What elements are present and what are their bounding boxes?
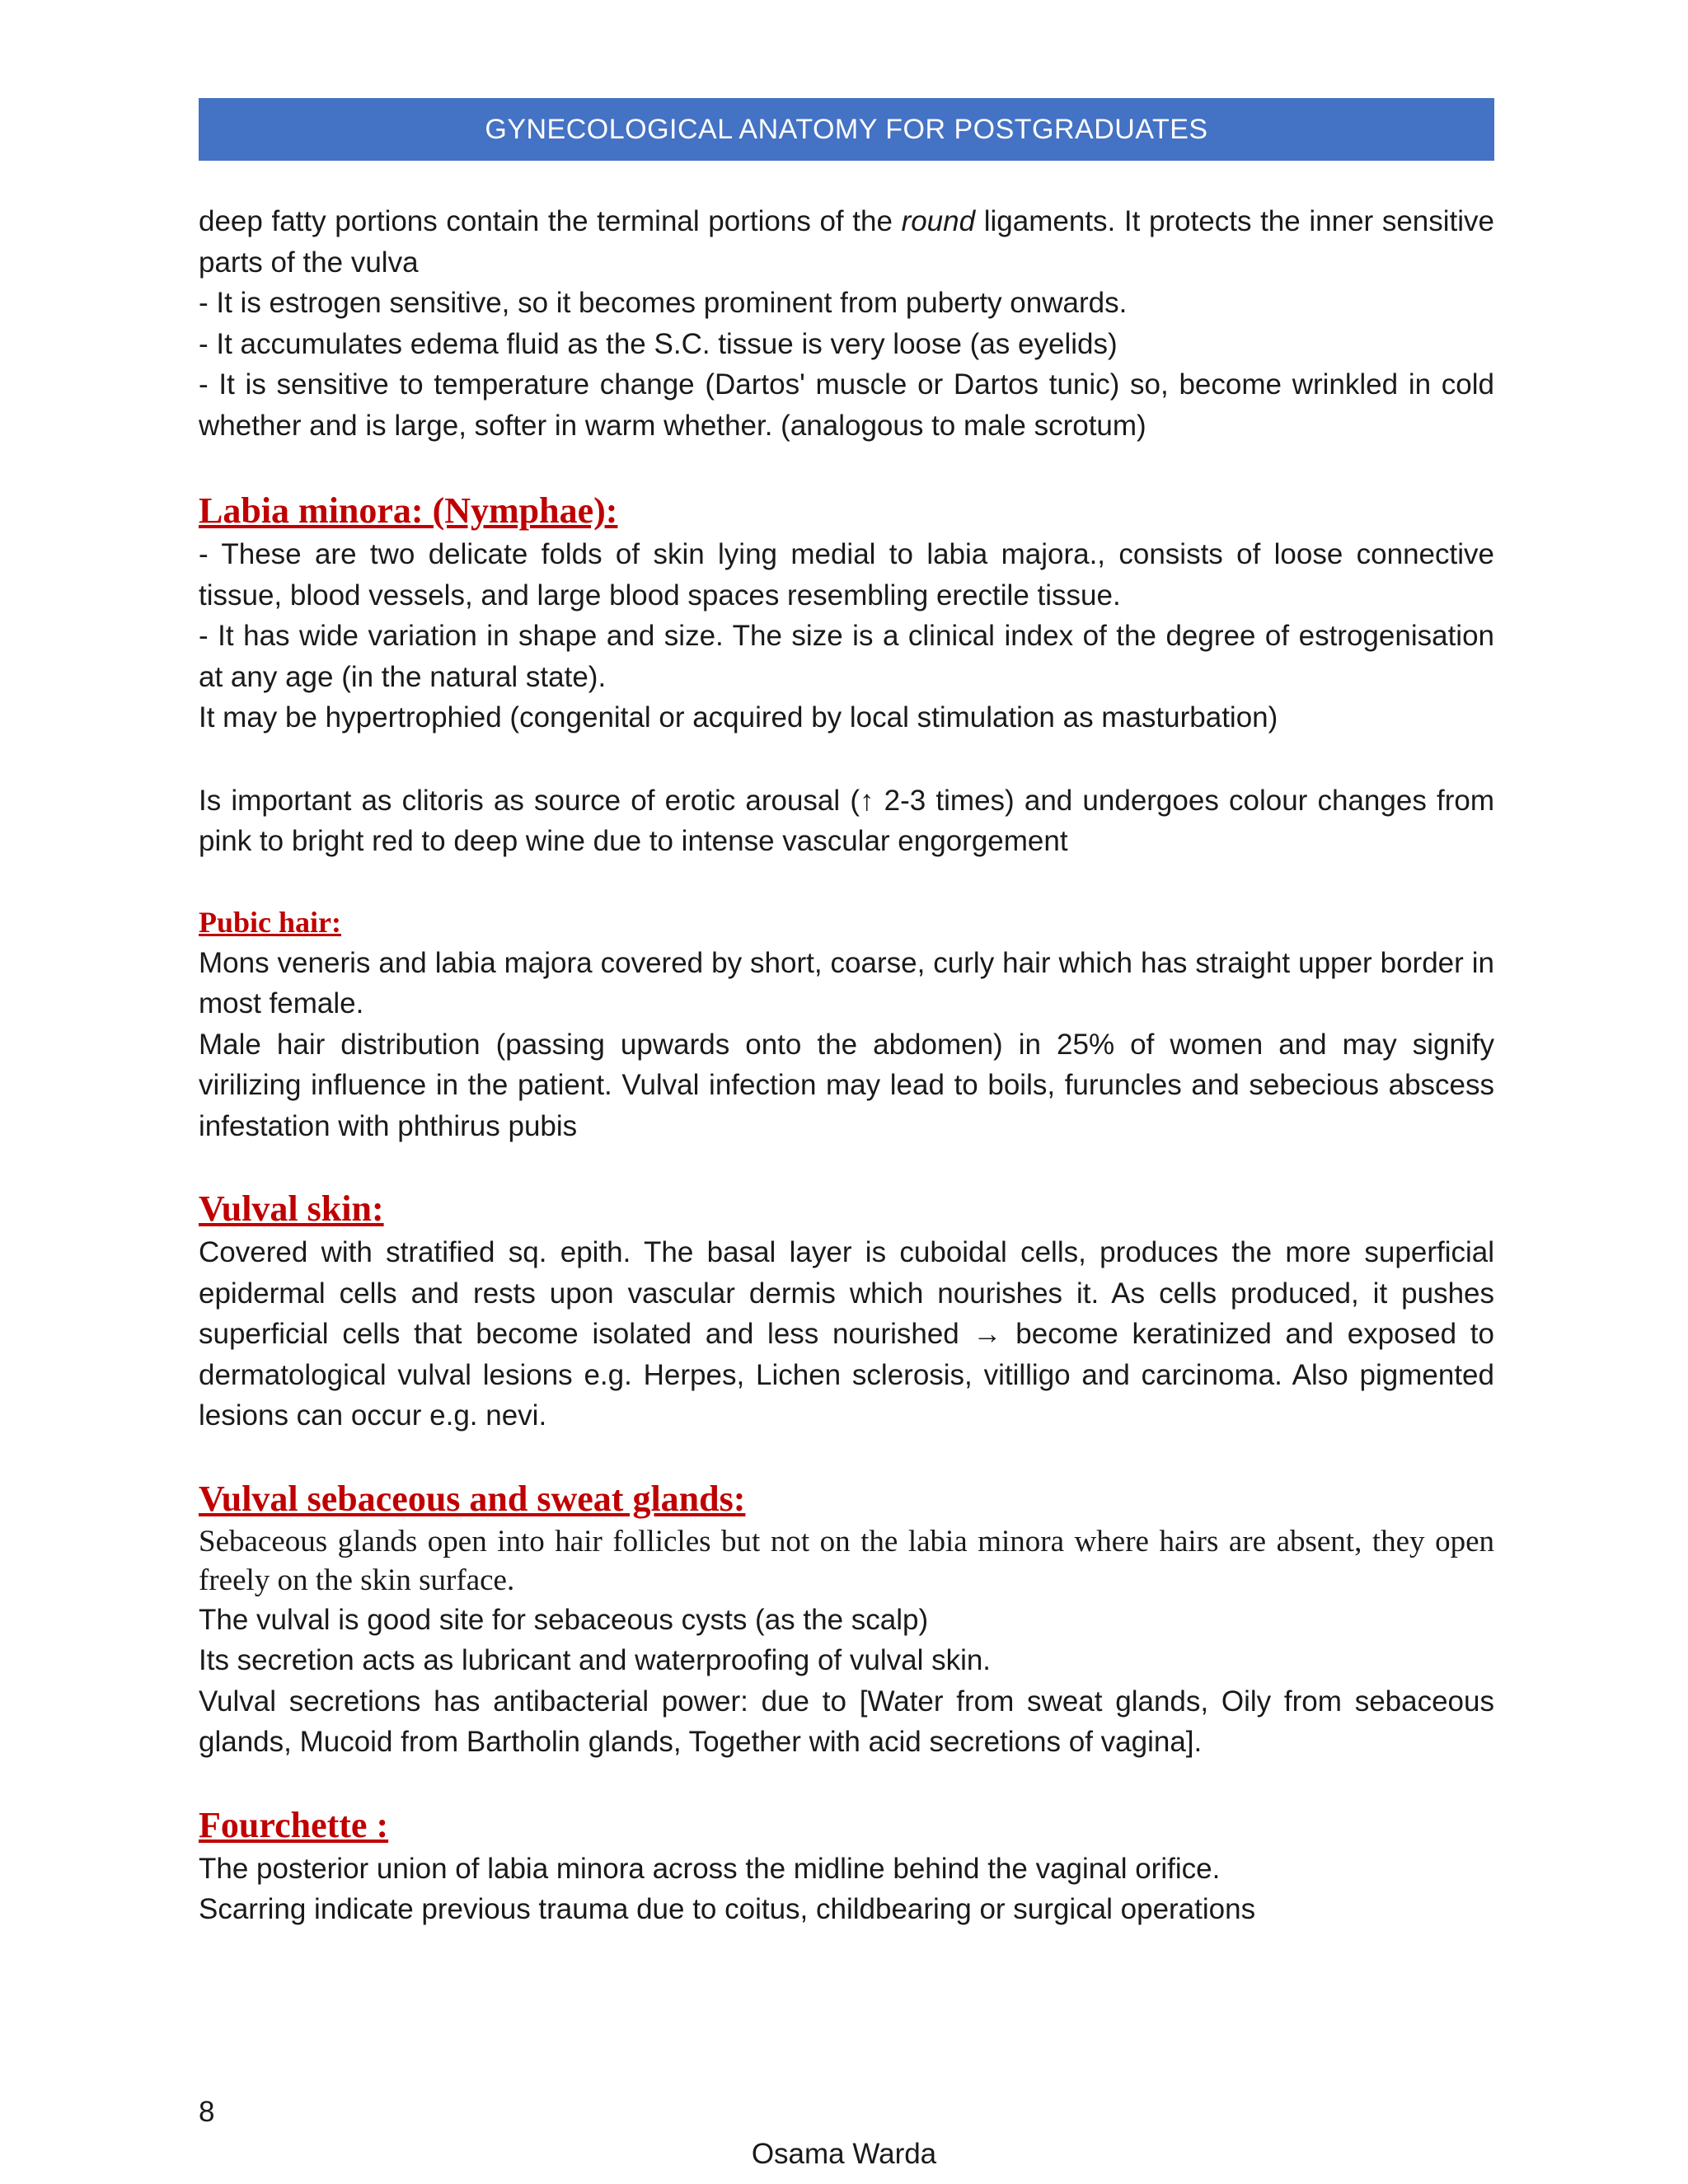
- footer-author: Osama Warda: [751, 2138, 937, 2170]
- fourchette-paragraph-2: Scarring indicate previous trauma due to coitus, childbearing or surgical operations: [199, 1893, 1256, 1925]
- intro-paragraph-3: - It accumulates edema fluid as the S.C. tissue is very loose (as eyelids): [199, 327, 1118, 360]
- pubic-hair-paragraph-1: Mons veneris and labia majora covered by short, coarse, curly hair which has straight upper border in most female.: [199, 946, 1494, 1019]
- glands-paragraph-1: Sebaceous glands open into hair follicles but not on the labia minora where hairs are absent, they open freely on the skin surface.: [199, 1524, 1494, 1597]
- vulval-skin-paragraph-1: Covered with stratified sq. epith. The basal layer is cuboidal cells, produces the more superficial epidermal cells and rests upon vascular dermis which nourishes it. As cells produced, it pushes superficial cells that become isolated and less nourished → become keratinized and exposed to dermatological vulval lesions e.g. Herpes, Lichen sclerosis, vitilligo and carcinoma. Also pigmented lesions can occur e.g. nevi.: [199, 1236, 1494, 1432]
- pubic-hair-paragraph-2: Male hair distribution (passing upwards onto the abdomen) in 25% of women and may signify virilizing influence in the patient. Vulval infection may lead to boils, furuncles and sebecious abscess infestation with phthirus pubis: [199, 1028, 1494, 1142]
- fourchette-paragraph-1: The posterior union of labia minora across the midline behind the vaginal orifice.: [199, 1852, 1221, 1885]
- labia-minora-heading: Labia minora: (Nymphae):: [199, 490, 618, 531]
- page-content: [199, 201, 1494, 1930]
- round-emphasis: round: [901, 205, 976, 237]
- labia-minora-paragraph-3: It may be hypertrophied (congenital or acquired by local stimulation as masturbation): [199, 701, 1278, 733]
- glands-paragraph-2: The vulval is good site for sebaceous cysts (as the scalp): [199, 1603, 929, 1636]
- page-header-bar: [199, 98, 1494, 161]
- glands-paragraph-3: Its secretion acts as lubricant and waterproofing of vulval skin.: [199, 1644, 992, 1676]
- vulval-skin-heading: Vulval skin:: [199, 1188, 384, 1229]
- page-number: 8: [199, 2096, 215, 2128]
- labia-minora-paragraph-4: Is important as clitoris as source of erotic arousal (↑ 2-3 times) and undergoes colour changes from pink to bright red to deep wine due to intense vascular engorgement: [199, 784, 1494, 857]
- fourchette-heading: Fourchette :: [199, 1804, 389, 1845]
- intro-paragraph-1: deep fatty portions contain the terminal portions of the round ligaments. It protects the inner sensitive parts of the vulva: [199, 205, 1494, 279]
- intro-paragraph-2: - It is estrogen sensitive, so it becomes prominent from puberty onwards.: [199, 287, 1128, 319]
- labia-minora-paragraph-2: - It has wide variation in shape and size. The size is a clinical index of the degree of estrogenisation at any age (in the natural state).: [199, 620, 1494, 693]
- glands-heading: Vulval sebaceous and sweat glands:: [199, 1478, 746, 1519]
- glands-paragraph-4: Vulval secretions has antibacterial power: due to [Water from sweat glands, Oily from sebaceous glands, Mucoid from Bartholin glands, Together with acid secretions of vagina].: [199, 1685, 1494, 1758]
- labia-minora-paragraph-1: - These are two delicate folds of skin lying medial to labia majora., consists of loose connective tissue, blood vessels, and large blood spaces resembling erectile tissue.: [199, 538, 1494, 612]
- header-title: GYNECOLOGICAL ANATOMY FOR POSTGRADUATES: [485, 113, 1208, 145]
- pubic-hair-heading: Pubic hair:: [199, 905, 342, 939]
- intro-paragraph-4: - It is sensitive to temperature change (Dartos' muscle or Dartos tunic) so, become wrinkled in cold whether and is large, softer in warm whether. (analogous to male scrotum): [199, 368, 1494, 442]
